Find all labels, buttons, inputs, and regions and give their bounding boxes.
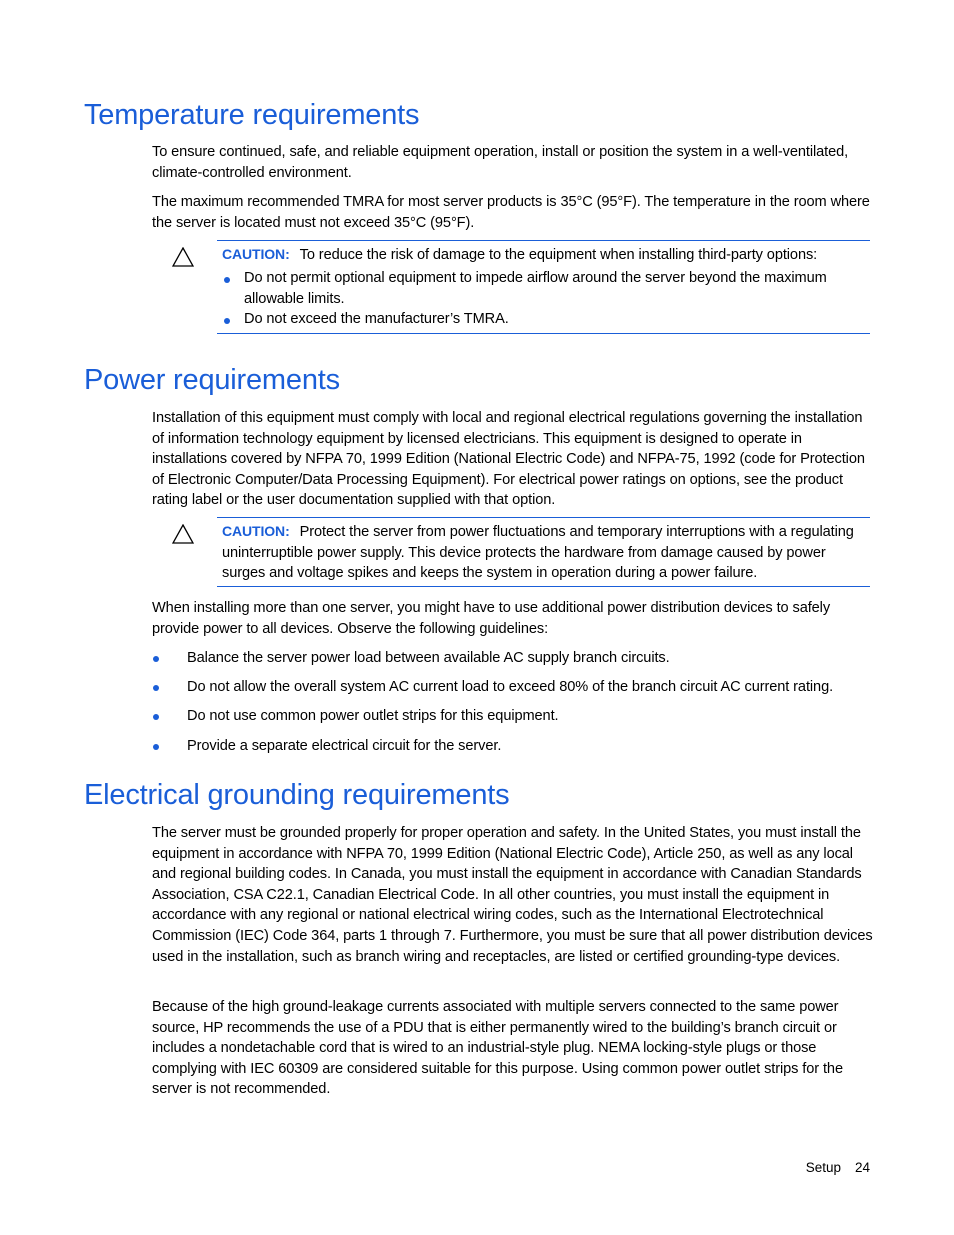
- heading-power-requirements: Power requirements: [84, 364, 340, 396]
- temperature-caution-box: [217, 240, 870, 334]
- temperature-caution-text: [222, 244, 868, 266]
- power-bullet-4: Provide a separate electrical circuit for the server.: [187, 738, 502, 754]
- caution-label: CAUTION:: [222, 246, 290, 262]
- warning-triangle-icon: [172, 247, 194, 267]
- grounding-paragraph-2: Because of the high ground-leakage currents associated with multiple servers connected to the same power source, HP recommends the use of a PDU that is either permanently wired to the building’s branch circuit or includes a nondetachable cord that is wired to an industrial-style plug. NEMA locking-style plugs or those complying with IEC 60309 are considered suitable for this purpose. Using common power outlet strips for the server is not recommended.: [152, 999, 843, 1098]
- caution-message: Protect the server from power fluctuations and temporary interruptions with a regulating uninterruptible power supply. This device protects the hardware from damage caused by power surges and voltage spikes and keeps the system in operation during a power failure.: [222, 524, 854, 582]
- temperature-paragraph-2: The maximum recommended TMRA for most server products is 35°C (95°F). The temperature in the room where the server is located must not exceed 35°C (95°F).: [152, 194, 870, 231]
- power-bullet-1: Balance the server power load between available AC supply branch circuits.: [187, 650, 670, 666]
- page-number: 24: [854, 1160, 870, 1175]
- temperature-caution-bullet-1: Do not permit optional equipment to impede airflow around the server beyond the maximum allowable limits.: [244, 270, 827, 307]
- power-caution-box: [217, 517, 870, 587]
- grounding-paragraph-1: The server must be grounded properly for proper operation and safety. In the United States, you must install the equipment in accordance with NFPA 70, 1999 Edition (National Electric Code), Article 250, as well as any local and regional building codes. In Canada, you must install the equipment in accordance with Canadian Standards Association, CSA C22.1, Canadian Electrical Code. In all other countries, you must install the equipment in accordance with any regional or national electrical wiring codes, such as the International Electrotechnical Commission (IEC) Code 364, parts 1 through 7. Furthermore, you must be sure that all power distribution devices used in the installation, such as branch wiring and receptacles, are listed or certified grounding-type devices.: [152, 825, 873, 965]
- page-footer: [700, 1159, 870, 1177]
- power-paragraph-1: Installation of this equipment must comply with local and regional electrical regulations governing the installation of information technology equipment by licensed electricians. This equipment is designed to operate in installations covered by NFPA 70, 1999 Edition (National Electric Code) and NFPA-75, 1992 (code for Protection of Electronic Computer/Data Processing Equipment). For electrical power ratings on options, see the product rating label or the user documentation supplied with that option.: [152, 410, 865, 509]
- power-bullet-3: Do not use common power outlet strips for this equipment.: [187, 708, 559, 724]
- caution-label: CAUTION:: [222, 523, 290, 539]
- power-paragraph-2: When installing more than one server, you might have to use additional power distribution devices to safely provide power to all devices. Observe the following guidelines:: [152, 600, 831, 637]
- heading-temperature-requirements: Temperature requirements: [84, 99, 420, 131]
- footer-section: Setup: [805, 1160, 841, 1175]
- caution-message: To reduce the risk of damage to the equipment when installing third-party options:: [299, 247, 818, 263]
- power-bullet-2: Do not allow the overall system AC current load to exceed 80% of the branch circuit AC current rating.: [187, 679, 834, 695]
- temperature-paragraph-1: To ensure continued, safe, and reliable equipment operation, install or position the system in a well-ventilated, climate-controlled environment.: [152, 144, 849, 181]
- heading-electrical-grounding-requirements: Electrical grounding requirements: [84, 779, 510, 811]
- power-caution-text: [222, 521, 868, 584]
- warning-triangle-icon: [172, 524, 194, 544]
- temperature-caution-bullet-2: Do not exceed the manufacturer’s TMRA.: [244, 311, 509, 327]
